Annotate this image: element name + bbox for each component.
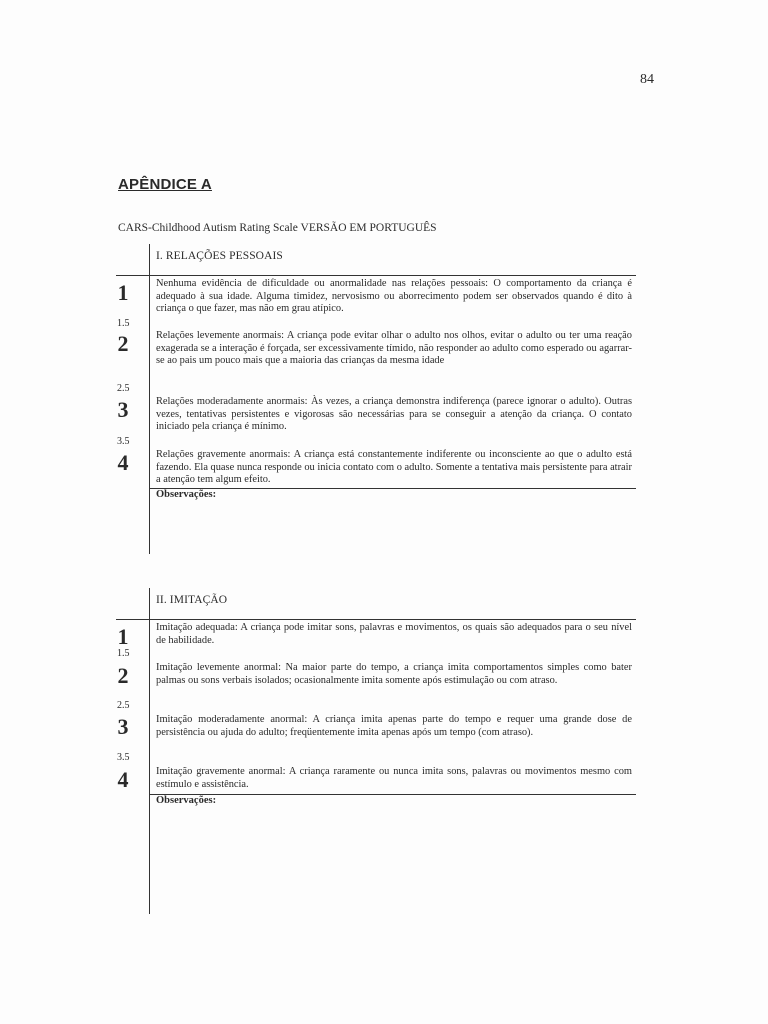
section-vertical-rule bbox=[149, 588, 150, 914]
section-personal-relations bbox=[116, 244, 636, 556]
score-2: 2 bbox=[117, 663, 129, 688]
score-4: 4 bbox=[117, 450, 129, 475]
observations-rule bbox=[149, 488, 636, 489]
score-1: 1 bbox=[117, 624, 129, 649]
appendix-title: APÊNDICE A bbox=[118, 176, 212, 193]
score-2-description: Imitação levemente anormal: Na maior parte do tempo, a criança imita comportamentos simples como bater palmas ou sons verbais isolados; ocasionalmente imita somente após estimulação ou com atraso. bbox=[156, 662, 632, 686]
document-subtitle: CARS-Childhood Autism Rating Scale VERSÃO EM PORTUGUÊS bbox=[118, 222, 437, 234]
section-title: I. RELAÇÕES PESSOAIS bbox=[156, 250, 283, 262]
score-2-description: Relações levemente anormais: A criança pode evitar olhar o adulto nos olhos, evitar o adulto ou ter uma reação exagerada se a interação é forçada, ser excessivamente tímido, não responder ao adulto como esperado ou agarrar-se ao pais um pouco mais que a maioria das crianças da mesma idade bbox=[156, 330, 632, 366]
score-1-description: Imitação adequada: A criança pode imitar sons, palavras e movimentos, os quais são adequados para o seu nível de habilidade. bbox=[156, 622, 632, 646]
score-4-description: Imitação gravemente anormal: A criança raramente ou nunca imita sons, palavras ou movimentos mesmo com estímulo e assistência. bbox=[156, 766, 632, 790]
section-vertical-rule bbox=[149, 244, 150, 554]
score-2-5: 2.5 bbox=[117, 700, 130, 711]
score-1-5: 1.5 bbox=[117, 648, 130, 659]
score-3: 3 bbox=[117, 714, 129, 739]
section-imitation bbox=[116, 588, 636, 916]
section-title: II. IMITAÇÃO bbox=[156, 594, 228, 606]
observations-rule bbox=[149, 794, 636, 795]
section-header-rule bbox=[116, 619, 636, 620]
score-4-description: Relações gravemente anormais: A criança está constantemente indiferente ou inconsciente ao que o adulto está fazendo. Ela quase nunca responde ou inicia contato com o adulto. Somente a tentativa mais persistente para atrair a atenção tem algum efeito. bbox=[156, 449, 632, 485]
section-header-rule bbox=[116, 275, 636, 276]
page-number: 84 bbox=[640, 72, 654, 87]
score-3-5: 3.5 bbox=[117, 752, 130, 763]
score-3-5: 3.5 bbox=[117, 436, 130, 447]
score-1-5: 1.5 bbox=[117, 318, 130, 329]
observations-label: Observações: bbox=[156, 795, 217, 806]
score-3-description: Relações moderadamente anormais: Às vezes, a criança demonstra indiferença (parece ignorar o adulto). Outras vezes, tentativas persistentes e vigorosas são necessárias para se conseguir a atenção da criança. O contato iniciado pela criança é mínimo. bbox=[156, 396, 632, 432]
score-1-description: Nenhuma evidência de dificuldade ou anormalidade nas relações pessoais: O comportamento da criança é adequado à sua idade. Alguma timidez, nervosismo ou aborrecimento podem ser observados quando é dito à criança o que fazer, mas não em grau atípico. bbox=[156, 278, 632, 314]
score-1: 1 bbox=[117, 280, 129, 305]
observations-label: Observações: bbox=[156, 489, 217, 500]
score-2: 2 bbox=[117, 331, 129, 356]
score-4: 4 bbox=[117, 767, 129, 792]
score-2-5: 2.5 bbox=[117, 383, 130, 394]
score-3: 3 bbox=[117, 397, 129, 422]
score-3-description: Imitação moderadamente anormal: A criança imita apenas parte do tempo e requer uma grande dose de persistência ou ajuda do adulto; freqüentemente imita apenas após um tempo (com atraso). bbox=[156, 714, 632, 738]
